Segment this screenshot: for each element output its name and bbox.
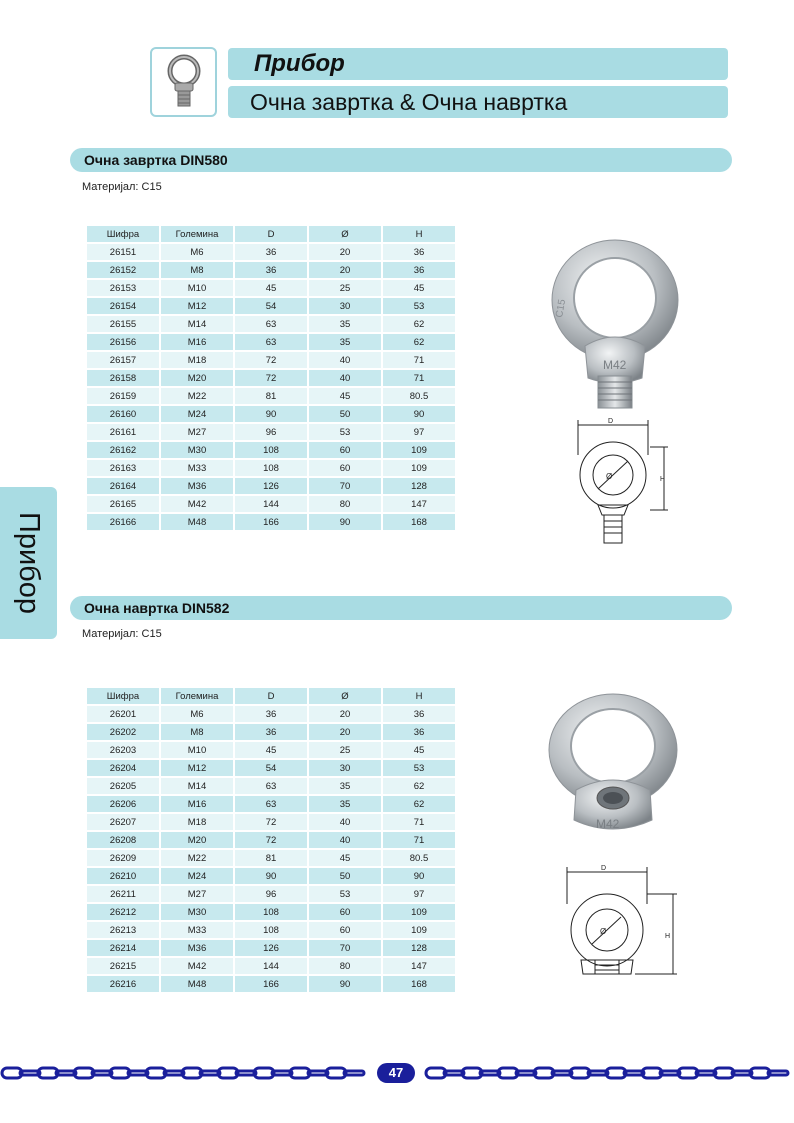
- cell: 62: [383, 778, 455, 794]
- table-row: [87, 760, 455, 776]
- cell: 90: [383, 868, 455, 884]
- cell: 40: [309, 832, 381, 848]
- cell: 45: [383, 742, 455, 758]
- cell: 128: [383, 478, 455, 494]
- cell: 147: [383, 958, 455, 974]
- column-header: Шифра: [87, 226, 159, 242]
- table-header-row: [87, 688, 455, 704]
- cell: 81: [235, 388, 307, 404]
- table-row: [87, 886, 455, 902]
- cell: 36: [235, 244, 307, 260]
- cell: 90: [309, 976, 381, 992]
- cell: 62: [383, 796, 455, 812]
- cell: M6: [161, 706, 233, 722]
- cell: 109: [383, 460, 455, 476]
- table-row: [87, 868, 455, 884]
- column-header: H: [383, 226, 455, 242]
- table-row: [87, 778, 455, 794]
- cell: 26160: [87, 406, 159, 422]
- cell: 45: [235, 742, 307, 758]
- cell: M33: [161, 922, 233, 938]
- page-title: Прибор: [228, 48, 728, 80]
- cell: 144: [235, 958, 307, 974]
- column-header: D: [235, 688, 307, 704]
- cell: M10: [161, 742, 233, 758]
- table-row: [87, 958, 455, 974]
- cell: 108: [235, 904, 307, 920]
- cell: M20: [161, 370, 233, 386]
- cell: 147: [383, 496, 455, 512]
- cell: 45: [235, 280, 307, 296]
- cell: M18: [161, 352, 233, 368]
- cell: 109: [383, 904, 455, 920]
- cell: 71: [383, 352, 455, 368]
- cell: 63: [235, 796, 307, 812]
- cell: M14: [161, 778, 233, 794]
- ring-marking: C15: [554, 298, 569, 319]
- cell: M12: [161, 298, 233, 314]
- cell: 26155: [87, 316, 159, 332]
- cell: 53: [383, 760, 455, 776]
- cell: 62: [383, 316, 455, 332]
- cell: 96: [235, 424, 307, 440]
- cell: 60: [309, 922, 381, 938]
- cell: 30: [309, 298, 381, 314]
- cell: 63: [235, 778, 307, 794]
- cell: 26152: [87, 262, 159, 278]
- page-subtitle: Очна завртка & Очна навртка: [228, 86, 728, 118]
- cell: 20: [309, 262, 381, 278]
- cell: 26159: [87, 388, 159, 404]
- cell: 72: [235, 352, 307, 368]
- cell: 108: [235, 442, 307, 458]
- eye-nut-drawing: [555, 862, 685, 982]
- table-row: [87, 478, 455, 494]
- chain-decoration-right: [424, 1066, 794, 1080]
- table-row: [87, 850, 455, 866]
- cell: 35: [309, 796, 381, 812]
- cell: 53: [309, 886, 381, 902]
- cell: M48: [161, 976, 233, 992]
- cell: 63: [235, 334, 307, 350]
- table-row: [87, 460, 455, 476]
- cell: 45: [383, 280, 455, 296]
- table-row: [87, 496, 455, 512]
- cell: 97: [383, 424, 455, 440]
- cell: M24: [161, 406, 233, 422]
- eye-bolt-photo: [540, 238, 690, 418]
- cell: 70: [309, 478, 381, 494]
- cell: M8: [161, 724, 233, 740]
- column-header: Ø: [309, 688, 381, 704]
- cell: 71: [383, 814, 455, 830]
- cell: 36: [383, 724, 455, 740]
- cell: 96: [235, 886, 307, 902]
- cell: 26165: [87, 496, 159, 512]
- cell: 26212: [87, 904, 159, 920]
- cell: M42: [161, 496, 233, 512]
- table-row: [87, 280, 455, 296]
- table-row: [87, 832, 455, 848]
- cell: M8: [161, 262, 233, 278]
- cell: 26207: [87, 814, 159, 830]
- cell: 26202: [87, 724, 159, 740]
- cell: 36: [235, 262, 307, 278]
- column-header: Шифра: [87, 688, 159, 704]
- cell: M18: [161, 814, 233, 830]
- cell: 36: [235, 724, 307, 740]
- cell: 60: [309, 442, 381, 458]
- cell: 20: [309, 724, 381, 740]
- cell: M48: [161, 514, 233, 530]
- cell: 168: [383, 976, 455, 992]
- table-row: [87, 262, 455, 278]
- cell: 90: [235, 868, 307, 884]
- table-row: [87, 922, 455, 938]
- table-row: [87, 796, 455, 812]
- side-tab-label: Прибор: [13, 511, 45, 615]
- table-row: [87, 724, 455, 740]
- cell: 26157: [87, 352, 159, 368]
- cell: 53: [383, 298, 455, 314]
- cell: 26158: [87, 370, 159, 386]
- column-header: Ø: [309, 226, 381, 242]
- section-eye-nut-material: Материјал: C15: [82, 628, 162, 640]
- cell: 26163: [87, 460, 159, 476]
- cell: 109: [383, 922, 455, 938]
- section-eye-nut-header: Очна навртка DIN582: [70, 596, 732, 620]
- cell: 40: [309, 352, 381, 368]
- cell: 20: [309, 706, 381, 722]
- nut-dimension-d-label: D: [601, 865, 607, 872]
- cell: 60: [309, 904, 381, 920]
- table-row: [87, 352, 455, 368]
- cell: 45: [309, 850, 381, 866]
- cell: M22: [161, 850, 233, 866]
- column-header: Големина: [161, 688, 233, 704]
- table-row: [87, 514, 455, 530]
- cell: 25: [309, 742, 381, 758]
- dimension-dia-label: Ø: [606, 472, 613, 481]
- cell: 50: [309, 868, 381, 884]
- cell: M30: [161, 442, 233, 458]
- cell: M30: [161, 904, 233, 920]
- cell: M6: [161, 244, 233, 260]
- cell: 97: [383, 886, 455, 902]
- cell: M24: [161, 868, 233, 884]
- cell: 25: [309, 280, 381, 296]
- table-row: [87, 316, 455, 332]
- cell: 80: [309, 958, 381, 974]
- cell: 81: [235, 850, 307, 866]
- cell: 80.5: [383, 388, 455, 404]
- cell: 26215: [87, 958, 159, 974]
- cell: 36: [383, 262, 455, 278]
- table-row: [87, 406, 455, 422]
- page-number: 47: [377, 1063, 415, 1083]
- cell: 26204: [87, 760, 159, 776]
- nut-dimension-dia-label: Ø: [600, 927, 607, 936]
- table-row: [87, 334, 455, 350]
- cell: 166: [235, 514, 307, 530]
- bolt-marking: M42: [603, 358, 627, 372]
- cell: 26153: [87, 280, 159, 296]
- cell: 35: [309, 334, 381, 350]
- cell: 26214: [87, 940, 159, 956]
- cell: 26213: [87, 922, 159, 938]
- table-header-row: [87, 226, 455, 242]
- cell: 128: [383, 940, 455, 956]
- column-header: H: [383, 688, 455, 704]
- cell: M10: [161, 280, 233, 296]
- table-row: [87, 244, 455, 260]
- cell: 26203: [87, 742, 159, 758]
- cell: 26205: [87, 778, 159, 794]
- cell: 109: [383, 442, 455, 458]
- table-row: [87, 814, 455, 830]
- cell: 50: [309, 406, 381, 422]
- section-eye-bolt-material: Материјал: C15: [82, 181, 162, 193]
- cell: 80: [309, 496, 381, 512]
- cell: 26164: [87, 478, 159, 494]
- cell: M22: [161, 388, 233, 404]
- cell: 35: [309, 778, 381, 794]
- cell: M33: [161, 460, 233, 476]
- section-eye-bolt-header: Очна завртка DIN580: [70, 148, 732, 172]
- cell: M12: [161, 760, 233, 776]
- table-row: [87, 298, 455, 314]
- cell: 26201: [87, 706, 159, 722]
- cell: 26162: [87, 442, 159, 458]
- nut-dimension-h-label: H: [665, 933, 671, 940]
- cell: 30: [309, 760, 381, 776]
- cell: 72: [235, 370, 307, 386]
- cell: 20: [309, 244, 381, 260]
- cell: 71: [383, 370, 455, 386]
- cell: M16: [161, 334, 233, 350]
- cell: 90: [309, 514, 381, 530]
- cell: 71: [383, 832, 455, 848]
- cell: 26154: [87, 298, 159, 314]
- dimension-h-label: H: [660, 476, 666, 483]
- cell: 144: [235, 496, 307, 512]
- eye-nut-photo: [538, 690, 688, 840]
- cell: 126: [235, 940, 307, 956]
- cell: 53: [309, 424, 381, 440]
- cell: 126: [235, 478, 307, 494]
- cell: M16: [161, 796, 233, 812]
- chain-decoration-left: [0, 1066, 370, 1080]
- cell: 80.5: [383, 850, 455, 866]
- cell: 63: [235, 316, 307, 332]
- column-header: Големина: [161, 226, 233, 242]
- column-header: D: [235, 226, 307, 242]
- cell: 54: [235, 298, 307, 314]
- eye-bolt-table: [85, 224, 457, 532]
- cell: 26151: [87, 244, 159, 260]
- eye-bolt-drawing: [560, 415, 680, 550]
- cell: M36: [161, 940, 233, 956]
- cell: 26206: [87, 796, 159, 812]
- cell: 36: [383, 244, 455, 260]
- cell: 36: [383, 706, 455, 722]
- cell: 35: [309, 316, 381, 332]
- table-row: [87, 442, 455, 458]
- cell: 45: [309, 388, 381, 404]
- cell: 54: [235, 760, 307, 776]
- cell: 166: [235, 976, 307, 992]
- cell: 72: [235, 832, 307, 848]
- cell: 70: [309, 940, 381, 956]
- cell: 60: [309, 460, 381, 476]
- eye-bolt-icon-box: [150, 47, 217, 117]
- cell: 62: [383, 334, 455, 350]
- table-row: [87, 742, 455, 758]
- table-row: [87, 706, 455, 722]
- cell: 108: [235, 922, 307, 938]
- cell: 26208: [87, 832, 159, 848]
- table-row: [87, 388, 455, 404]
- cell: 108: [235, 460, 307, 476]
- cell: M42: [161, 958, 233, 974]
- nut-marking: M42: [596, 817, 620, 831]
- table-row: [87, 940, 455, 956]
- cell: 36: [235, 706, 307, 722]
- cell: 72: [235, 814, 307, 830]
- cell: 26210: [87, 868, 159, 884]
- table-row: [87, 424, 455, 440]
- cell: 40: [309, 370, 381, 386]
- dimension-d-label: D: [608, 418, 614, 425]
- table-row: [87, 904, 455, 920]
- eye-bolt-icon: [164, 54, 204, 110]
- cell: 26166: [87, 514, 159, 530]
- table-row: [87, 370, 455, 386]
- cell: M27: [161, 424, 233, 440]
- cell: 90: [383, 406, 455, 422]
- cell: 26209: [87, 850, 159, 866]
- cell: 168: [383, 514, 455, 530]
- cell: M20: [161, 832, 233, 848]
- cell: 26156: [87, 334, 159, 350]
- cell: 26161: [87, 424, 159, 440]
- eye-nut-table: [85, 686, 457, 994]
- table-row: [87, 976, 455, 992]
- cell: 40: [309, 814, 381, 830]
- cell: 26211: [87, 886, 159, 902]
- cell: M14: [161, 316, 233, 332]
- cell: 90: [235, 406, 307, 422]
- cell: M36: [161, 478, 233, 494]
- cell: 26216: [87, 976, 159, 992]
- cell: M27: [161, 886, 233, 902]
